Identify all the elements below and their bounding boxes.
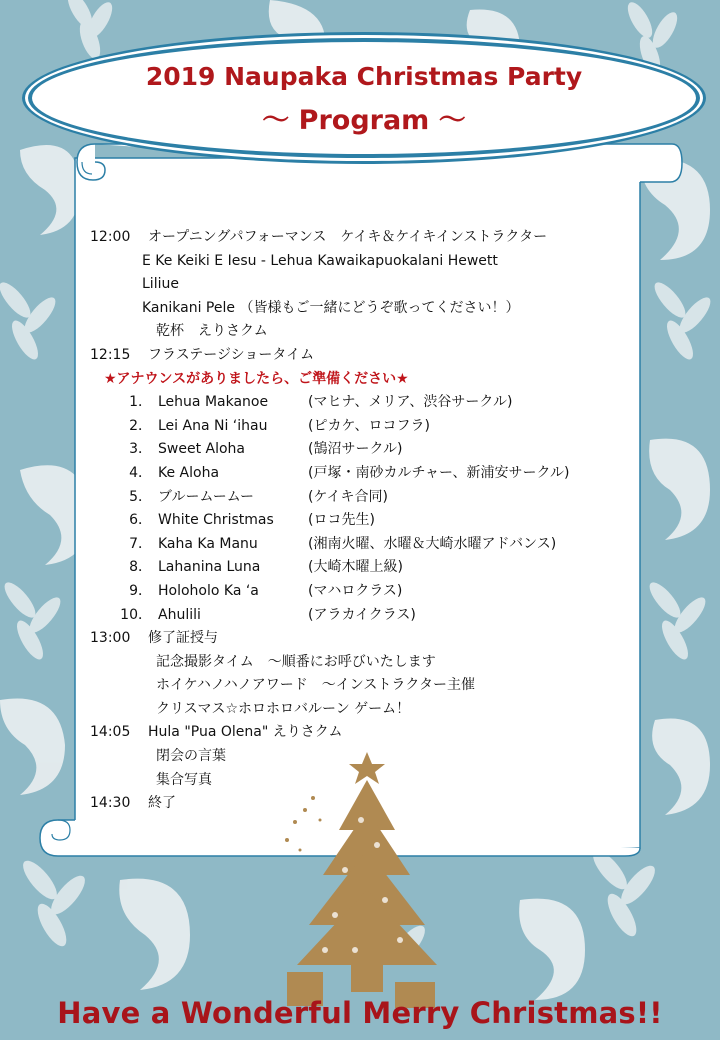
program-time: 14:05 <box>90 724 131 741</box>
performance-number: 2． <box>129 417 152 434</box>
performance-row <box>90 604 650 628</box>
title-oval <box>28 38 700 158</box>
performance-number: 6． <box>129 512 152 529</box>
program-time: 12:00 <box>90 229 131 245</box>
performer-group: (マヒナ、メリア、渋谷サークル) <box>308 394 513 411</box>
performance-number: 7． <box>129 535 152 552</box>
program-text: 終了 <box>148 795 176 812</box>
performance-number: 5． <box>129 488 152 505</box>
program-text: 集合写真 <box>156 771 212 788</box>
program-text: ホイケハノハノアワード ～インストラクター主催 <box>156 677 476 694</box>
program-time: 12:15 <box>90 346 131 363</box>
performer-group: (鵠沼サークル) <box>308 441 403 458</box>
program-text: 閉会の言葉 <box>156 748 226 765</box>
program-text: Liliue <box>142 276 179 293</box>
performer-group: (マハロクラス) <box>308 582 403 599</box>
program-row <box>90 674 650 698</box>
program-row <box>90 250 650 274</box>
program-row <box>90 320 650 344</box>
performer-group: (大崎木曜上級) <box>308 559 403 576</box>
program-time: 13:00 <box>90 630 131 647</box>
announcement-notice: ★アナウンスがありましたら、ご準備ください★ <box>104 370 409 387</box>
performer-group: (湘南火曜、水曜＆大崎水曜アドバンス) <box>308 535 557 552</box>
performance-row <box>90 509 650 533</box>
performance-row <box>90 391 650 415</box>
program-row <box>90 297 650 321</box>
performance-row <box>90 556 650 580</box>
song-title: ブルームームー <box>158 488 255 505</box>
program-row <box>90 344 650 368</box>
performance-row <box>90 533 650 557</box>
program-text: 乾杯 えりさクム <box>156 323 268 340</box>
program-time: 14:30 <box>90 795 131 812</box>
program-row <box>90 721 650 745</box>
song-title: White Christmas <box>158 512 274 529</box>
performance-row <box>90 438 650 462</box>
performance-row <box>90 415 650 439</box>
program-text: クリスマス☆ホロホロバルーン ゲーム！ <box>156 700 411 717</box>
performance-number: 4． <box>129 464 152 481</box>
performance-number: 3． <box>129 441 152 458</box>
program-text: Kanikani Pele （皆様もご一緒にどうぞ歌ってください！） <box>142 299 520 316</box>
song-title: Ke Aloha <box>158 464 220 481</box>
footer-greeting: Have a Wonderful Merry Christmas!! <box>57 996 663 1030</box>
performance-row <box>90 486 650 510</box>
christmas-tree-icon <box>265 750 465 1010</box>
performance-number: 9． <box>129 582 152 599</box>
performer-group: (ロコ先生) <box>308 512 375 529</box>
page-subtitle: ～ Program ～ <box>262 105 466 136</box>
program-row <box>90 698 650 722</box>
performance-row <box>90 462 650 486</box>
performance-number: 8． <box>129 559 152 576</box>
song-title: Lehua Makanoe <box>158 394 269 411</box>
song-title: Ahulili <box>158 606 201 623</box>
song-title: Kaha Ka Manu <box>158 535 258 552</box>
program-list <box>90 226 650 816</box>
performer-group: (アラカイクラス) <box>308 606 416 623</box>
song-title: Holoholo Ka ‘a <box>158 582 259 599</box>
song-title: Lei Ana Ni ‘ihau <box>158 417 268 434</box>
program-text: E Ke Keiki E Iesu - Lehua Kawaikapuokalani Hewett <box>142 252 498 269</box>
program-text: Hula "Pua Olena" えりさクム <box>148 724 343 741</box>
program-text: 記念撮影タイム ～順番にお呼びいたします <box>156 653 436 670</box>
performance-row <box>90 580 650 604</box>
program-text: 修了証授与 <box>148 630 218 647</box>
performer-group: (戸塚・南砂カルチャー、新浦安サークル) <box>308 464 570 481</box>
song-title: Sweet Aloha <box>158 441 245 458</box>
program-text: オープニングパフォーマンス ケイキ＆ケイキインストラクター <box>148 229 548 245</box>
performer-group: (ピカケ、ロコフラ) <box>308 417 430 434</box>
program-row <box>90 273 650 297</box>
performance-number: 10． <box>120 606 152 623</box>
program-row <box>90 627 650 651</box>
program-row <box>90 226 650 250</box>
program-row <box>90 651 650 675</box>
page-title: 2019 Naupaka Christmas Party <box>145 62 583 91</box>
program-text: フラステージショータイム <box>148 346 315 363</box>
performer-group: (ケイキ合同) <box>308 488 388 505</box>
song-title: Lahanina Luna <box>158 559 261 576</box>
performance-number: 1． <box>129 394 152 411</box>
